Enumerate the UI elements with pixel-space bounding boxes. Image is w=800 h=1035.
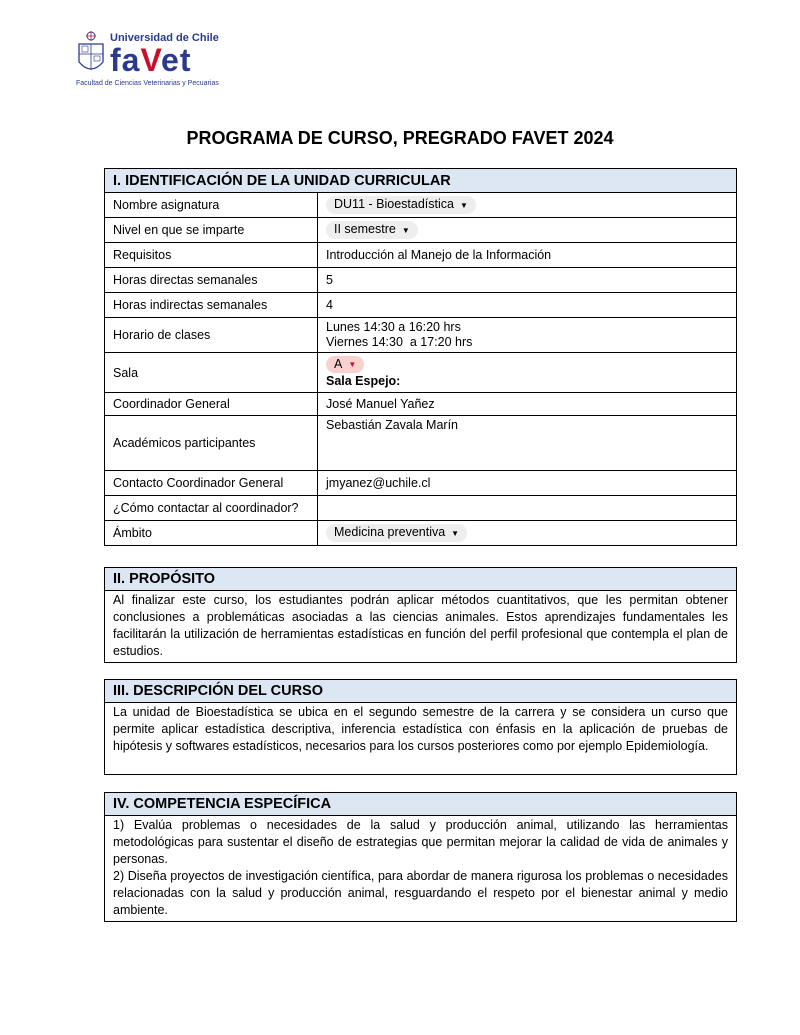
course-name-dropdown[interactable] xyxy=(326,196,476,213)
label-requisitos: Requisitos xyxy=(105,243,318,268)
value-sala xyxy=(318,353,737,393)
value-requisitos: Introducción al Manejo de la Información xyxy=(318,243,737,268)
value-como-contactar xyxy=(318,496,737,521)
caret-down-icon: ▼ xyxy=(401,225,410,235)
scope-dropdown[interactable] xyxy=(326,524,467,541)
label-ambito: Ámbito xyxy=(105,521,318,546)
section-heading-identificacion: I. IDENTIFICACIÓN DE LA UNIDAD CURRICULAR xyxy=(105,169,737,193)
level-dropdown[interactable] xyxy=(326,221,418,238)
competence-item-2: 2) Diseña proyectos de investigación científica, para abordar de manera rigurosa los problemas o necesidades relacionadas con la salud y producción animal, resguardando el respeto por el bienestar animal y medio ambiente. xyxy=(113,869,728,917)
value-nombre-asignatura xyxy=(318,193,737,218)
page-title: PROGRAMA DE CURSO, PREGRADO FAVET 2024 xyxy=(186,128,614,148)
competence-item-1: 1) Evalúa problemas o necesidades de la salud y producción animal, utilizando las herramientas metodológicas para sustentar el diseño de estrategias que permitan mejorar la calidad de vida de animales y personas. xyxy=(113,818,728,866)
label-sala: Sala xyxy=(105,353,318,393)
wordmark-et: et xyxy=(161,42,192,78)
favet-logo xyxy=(76,28,226,88)
label-horas-indirectas: Horas indirectas semanales xyxy=(105,293,318,318)
value-coordinador: José Manuel Yañez xyxy=(318,393,737,416)
mirror-room-label: Sala Espejo: xyxy=(326,374,401,389)
caret-down-icon: ▼ xyxy=(348,360,357,370)
schedule-line-2: Viernes 14:30 a 17:20 hrs xyxy=(326,335,473,349)
section-heading-competencia: IV. COMPETENCIA ESPECÍFICA xyxy=(105,793,737,816)
description-text: La unidad de Bioestadística se ubica en el segundo semestre de la carrera y se considera un curso que permite aplicar estadística descriptiva, inferencia estadística con énfasis en la aplicación de pruebas de hipótesis y softwares estadísticos, necesarios para los cursos posteriores como por ejemplo Epidemiología. xyxy=(105,703,737,775)
label-coordinador: Coordinador General xyxy=(105,393,318,416)
label-contacto: Contacto Coordinador General xyxy=(105,471,318,496)
value-horas-indirectas: 4 xyxy=(318,293,737,318)
university-crest-icon xyxy=(76,30,106,78)
value-horario xyxy=(318,318,737,353)
label-nombre-asignatura: Nombre asignatura xyxy=(105,193,318,218)
favet-wordmark xyxy=(110,43,191,77)
faculty-name: Facultad de Ciencias Veterinarias y Pecuarias xyxy=(76,80,219,87)
purpose-table xyxy=(104,567,737,663)
value-academicos: Sebastián Zavala Marín xyxy=(318,416,737,471)
section-heading-descripcion: III. DESCRIPCIÓN DEL CURSO xyxy=(105,680,737,703)
value-nivel xyxy=(318,218,737,243)
value-ambito xyxy=(318,521,737,546)
university-name: Universidad de Chile xyxy=(110,32,219,44)
scope-value: Medicina preventiva xyxy=(334,525,446,540)
label-nivel: Nivel en que se imparte xyxy=(105,218,318,243)
identification-table xyxy=(104,168,737,546)
label-academicos: Académicos participantes xyxy=(105,416,318,471)
purpose-text: Al finalizar este curso, los estudiantes podrán aplicar métodos cuantitativos, que les permitan obtener conclusiones a problemáticas asociadas a las ciencias animales. Estos aprendizajes fundamentales les facilitarán la utilización de herramientas estadísticas en función del perfil profesional que contempla el plan de estudios. xyxy=(105,591,737,663)
label-horas-directas: Horas directas semanales xyxy=(105,268,318,293)
value-horas-directas: 5 xyxy=(318,268,737,293)
label-horario: Horario de clases xyxy=(105,318,318,353)
competence-table xyxy=(104,792,737,922)
competence-text xyxy=(105,816,737,922)
caret-down-icon: ▼ xyxy=(451,528,460,538)
room-value: A xyxy=(334,356,343,371)
schedule-line-1: Lunes 14:30 a 16:20 hrs xyxy=(326,320,461,334)
course-name-value: DU11 - Bioestadística xyxy=(334,197,454,212)
value-contacto: jmyanez@uchile.cl xyxy=(318,471,737,496)
description-table xyxy=(104,679,737,775)
level-value: II semestre xyxy=(334,222,396,237)
caret-down-icon: ▼ xyxy=(459,200,468,210)
wordmark-v: V xyxy=(140,42,162,78)
room-dropdown[interactable] xyxy=(326,356,364,373)
section-heading-proposito: II. PROPÓSITO xyxy=(105,568,737,591)
wordmark-fa: fa xyxy=(110,42,141,78)
label-como-contactar: ¿Cómo contactar al coordinador? xyxy=(105,496,318,521)
